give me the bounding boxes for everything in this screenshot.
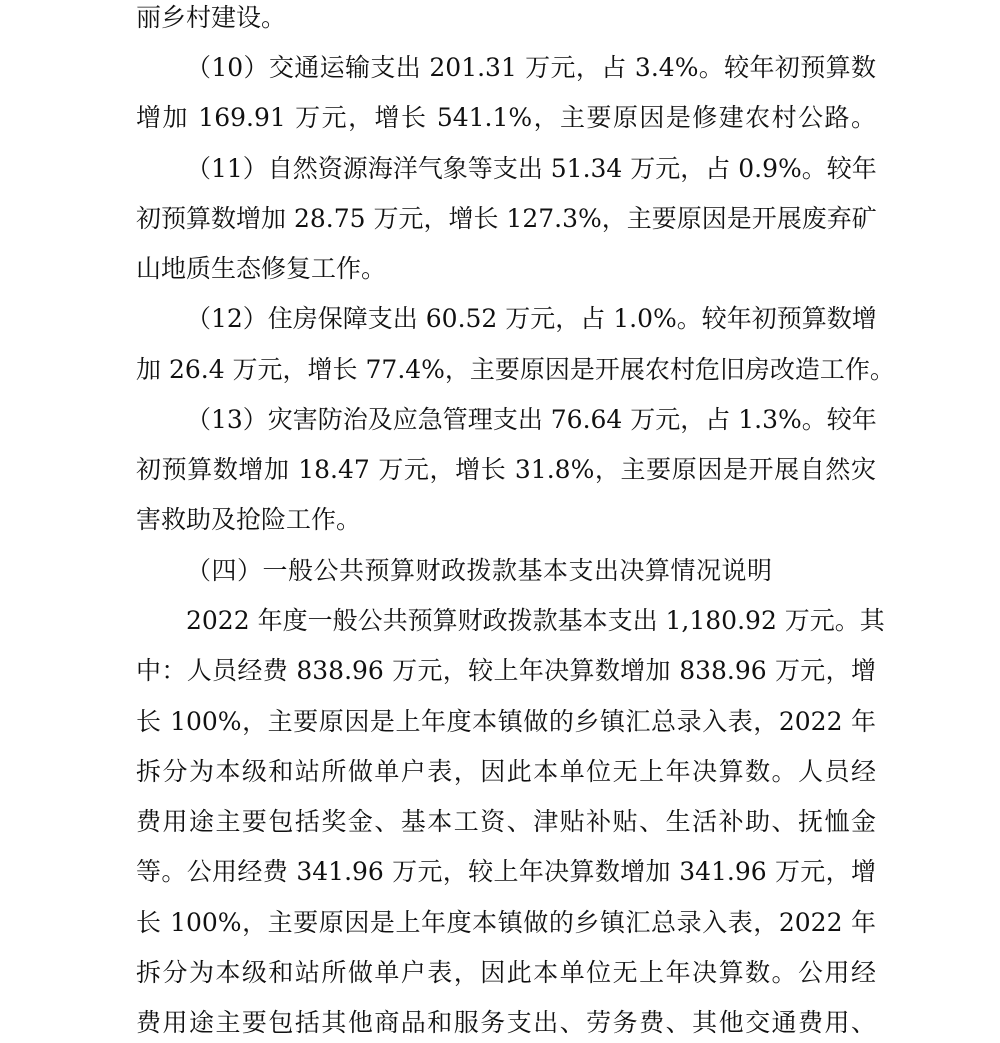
text-line: 增加 169.91 万元，增长 541.1%，主要原因是修建农村公路。 bbox=[136, 103, 876, 132]
text-line: 费用途主要包括其他商品和服务支出、劳务费、其他交通费用、 bbox=[136, 1008, 876, 1037]
text-line: （10）交通运输支出 201.31 万元，占 3.4%。较年初预算数 bbox=[186, 53, 876, 82]
text-line: 害救助及抢险工作。 bbox=[136, 505, 362, 534]
text-line: （12）住房保障支出 60.52 万元，占 1.0%。较年初预算数增 bbox=[186, 304, 877, 333]
text-line: 拆分为本级和站所做单户表，因此本单位无上年决算数。人员经 bbox=[136, 757, 876, 786]
text-line: 拆分为本级和站所做单户表，因此本单位无上年决算数。公用经 bbox=[136, 958, 876, 987]
text-line: 初预算数增加 18.47 万元，增长 31.8%，主要原因是开展自然灾 bbox=[136, 455, 876, 484]
text-line: 等。公用经费 341.96 万元，较上年决算数增加 341.96 万元，增 bbox=[136, 857, 876, 886]
text-line: 加 26.4 万元，增长 77.4%，主要原因是开展农村危旧房改造工作。 bbox=[136, 355, 895, 384]
section-heading: （四）一般公共预算财政拨款基本支出决算情况说明 bbox=[186, 556, 773, 585]
text-line: 丽乡村建设。 bbox=[136, 3, 287, 32]
text-line: 长 100%，主要原因是上年度本镇做的乡镇汇总录入表，2022 年 bbox=[136, 707, 876, 736]
text-line: 中：人员经费 838.96 万元，较上年决算数增加 838.96 万元，增 bbox=[136, 656, 876, 685]
text-line: 山地质生态修复工作。 bbox=[136, 254, 387, 283]
text-line: （13）灾害防治及应急管理支出 76.64 万元，占 1.3%。较年 bbox=[186, 405, 877, 434]
text-line: 费用途主要包括奖金、基本工资、津贴补贴、生活补助、抚恤金 bbox=[136, 807, 876, 836]
text-line: （11）自然资源海洋气象等支出 51.34 万元，占 0.9%。较年 bbox=[186, 154, 877, 183]
text-line: 初预算数增加 28.75 万元，增长 127.3%，主要原因是开展废弃矿 bbox=[136, 204, 877, 233]
text-line: 长 100%，主要原因是上年度本镇做的乡镇汇总录入表，2022 年 bbox=[136, 908, 876, 937]
text-line: 2022 年度一般公共预算财政拨款基本支出 1,180.92 万元。其 bbox=[186, 606, 885, 635]
